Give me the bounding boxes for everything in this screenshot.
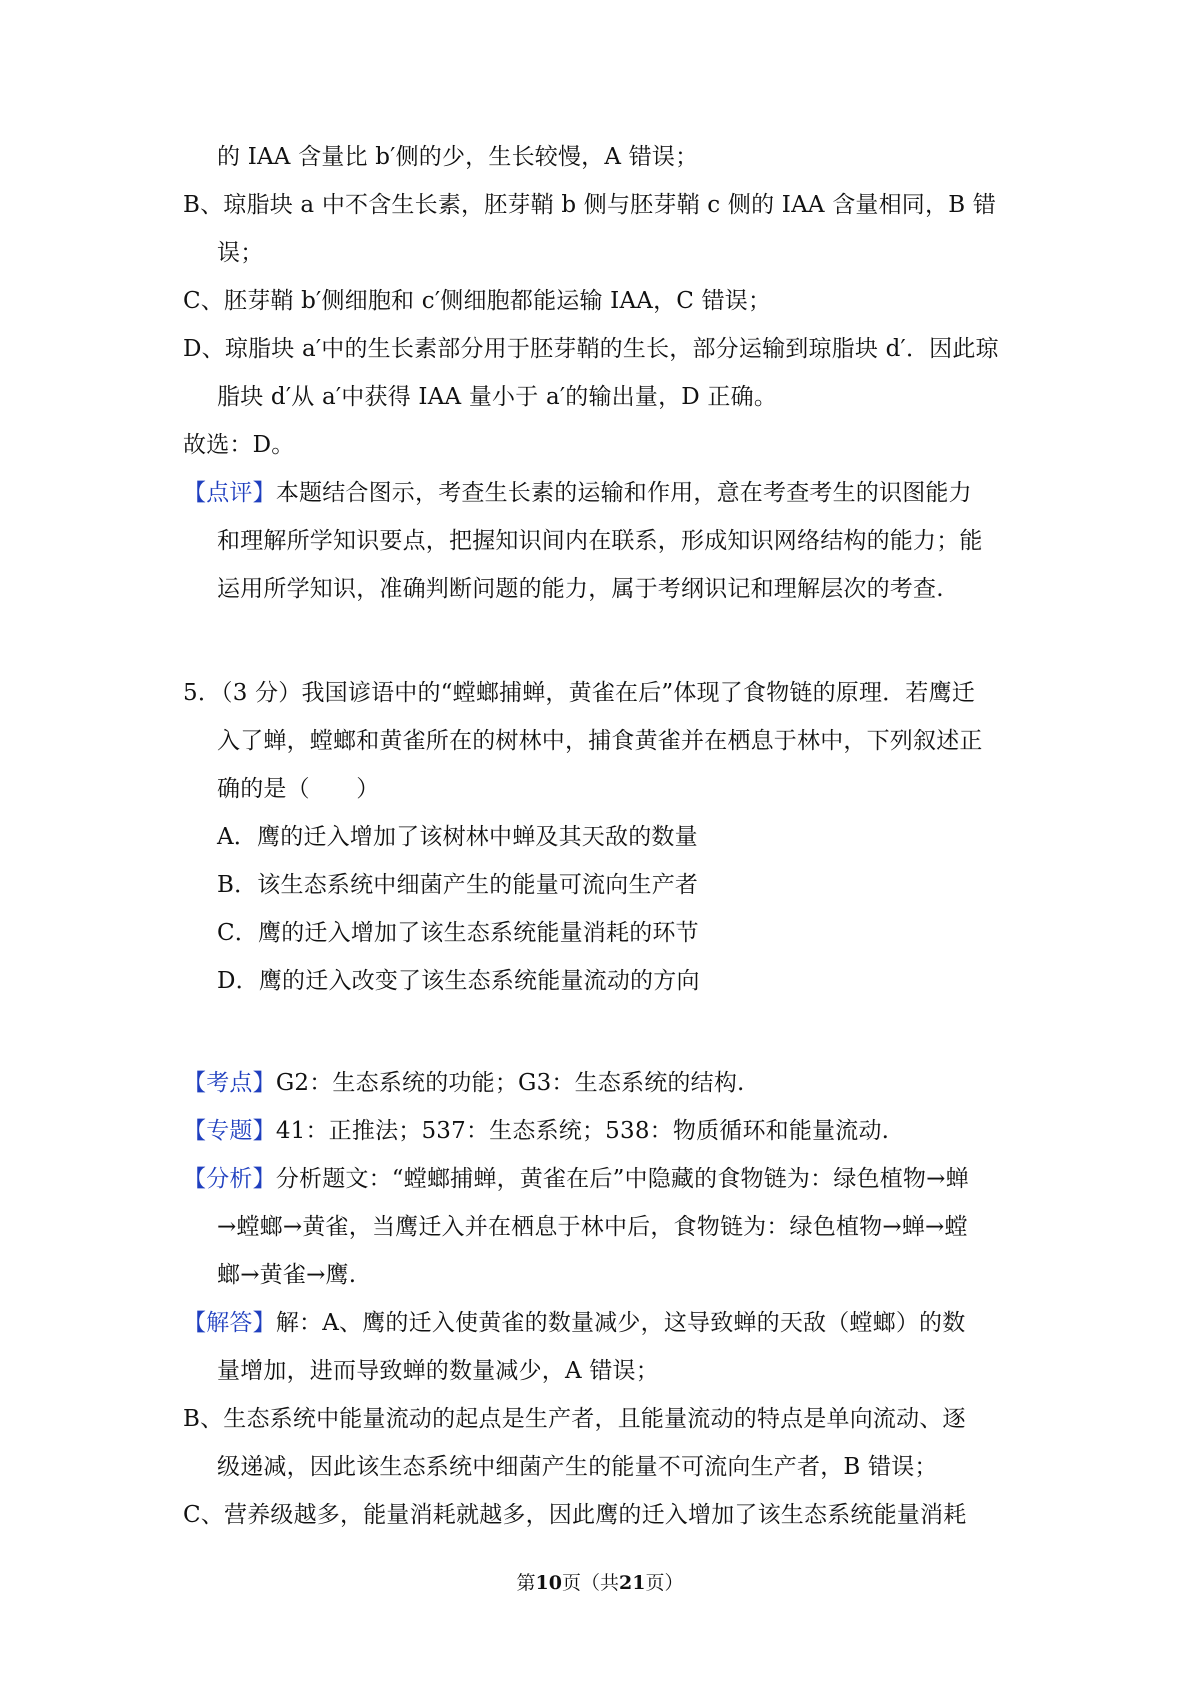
kaodian-heading <box>183 1068 745 1098</box>
text-line <box>217 382 777 412</box>
jieda-heading <box>183 1308 965 1338</box>
footer-prefix: 第 <box>516 1572 536 1594</box>
text-line <box>217 726 983 756</box>
line-text: B．该生态系统中细菌产生的能量可流向生产者 <box>217 872 699 898</box>
line-text: 入了蝉，螳螂和黄雀所在的树林中，捕食黄雀并在栖息于林中，下列叙述正 <box>217 728 983 754</box>
text-line <box>217 238 263 268</box>
line-text: 分析题文：“螳螂捕蝉，黄雀在后”中隐藏的食物链为：绿色植物→蝉 <box>275 1166 969 1192</box>
text-line <box>183 286 771 316</box>
text-line <box>217 1260 356 1290</box>
line-text: 解：A、鹰的迁入使黄雀的数量减少，这导致蝉的天敌（螳螂）的数 <box>275 1310 966 1336</box>
line-text: C．鹰的迁入增加了该生态系统能量消耗的环节 <box>217 920 699 946</box>
question-stem <box>183 678 975 708</box>
line-text: B、生态系统中能量流动的起点是生产者，且能量流动的特点是单向流动、逐 <box>183 1406 966 1432</box>
option-a <box>217 822 698 852</box>
line-text: C、营养级越多，能量消耗就越多，因此鹰的迁入增加了该生态系统能量消耗 <box>183 1502 967 1528</box>
section-tag: 【解答】 <box>183 1310 276 1336</box>
line-text: 级递减，因此该生态系统中细菌产生的能量不可流向生产者，B 错误； <box>217 1454 938 1480</box>
zhuanti-heading <box>183 1116 889 1146</box>
line-text: 量增加，进而导致蝉的数量减少，A 错误； <box>217 1358 659 1384</box>
text-line <box>183 430 294 460</box>
line-text: 本题结合图示，考查生长素的运输和作用，意在考查考生的识图能力 <box>275 480 972 506</box>
footer-suffix: 页） <box>645 1572 684 1594</box>
line-text: 故选：D。 <box>183 432 295 458</box>
text-line <box>183 190 996 220</box>
text-line <box>217 574 944 604</box>
line-text: 5．（3 分）我国谚语中的“螳螂捕蝉，黄雀在后”体现了食物链的原理．若鹰迁 <box>183 680 975 706</box>
section-tag: 【考点】 <box>183 1070 276 1096</box>
line-text: 螂→黄雀→鹰. <box>217 1262 357 1288</box>
text-line <box>217 1356 659 1386</box>
line-text: 确的是（ ） <box>217 776 380 802</box>
text-line <box>217 1452 938 1482</box>
text-line <box>217 526 983 556</box>
line-text: 和理解所学知识要点，把握知识间内在联系，形成知识网络结构的能力；能 <box>217 528 983 554</box>
text-line <box>217 1212 968 1242</box>
line-text: B、琼脂块 a 中不含生长素，胚芽鞘 b 侧与胚芽鞘 c 侧的 IAA 含量相同，B 错 <box>183 192 997 218</box>
line-text: 41：正推法；537：生态系统；538：物质循环和能量流动. <box>275 1118 890 1144</box>
section-tag: 【专题】 <box>183 1118 276 1144</box>
text-line <box>217 774 379 804</box>
line-text: 误； <box>217 240 264 266</box>
text-line <box>183 334 999 364</box>
line-text: D．鹰的迁入改变了该生态系统能量流动的方向 <box>217 968 700 994</box>
text-line <box>217 142 698 172</box>
option-d <box>217 966 700 996</box>
line-text: A．鹰的迁入增加了该树林中蝉及其天敌的数量 <box>217 824 698 850</box>
total-page-count: 21 <box>619 1572 646 1594</box>
line-text: 的 IAA 含量比 b′侧的少，生长较慢，A 错误； <box>217 144 699 170</box>
line-text: →螳螂→黄雀，当鹰迁入并在栖息于林中后，食物链为：绿色植物→蝉→螳 <box>217 1214 968 1240</box>
comment-heading <box>183 478 972 508</box>
text-line <box>183 1500 966 1530</box>
line-text: 运用所学知识，准确判断问题的能力，属于考纲识记和理解层次的考查. <box>217 576 944 602</box>
option-b <box>217 870 698 900</box>
section-tag: 【点评】 <box>183 480 276 506</box>
line-text: D、琼脂块 a′中的生长素部分用于胚芽鞘的生长，部分运输到琼脂块 d′．因此琼 <box>183 336 999 362</box>
line-text: 脂块 d′从 a′中获得 IAA 量小于 a′的输出量，D 正确。 <box>217 384 778 410</box>
current-page-number: 10 <box>535 1572 562 1594</box>
footer-middle: 页（共 <box>561 1572 619 1594</box>
line-text: C、胚芽鞘 b′侧细胞和 c′侧细胞都能运输 IAA，C 错误； <box>183 288 772 314</box>
option-c <box>217 918 699 948</box>
page-footer <box>0 1570 1200 1596</box>
line-text: G2：生态系统的功能；G3：生态系统的结构. <box>275 1070 745 1096</box>
text-line <box>183 1404 966 1434</box>
section-tag: 【分析】 <box>183 1166 276 1192</box>
fenxi-heading <box>183 1164 969 1194</box>
